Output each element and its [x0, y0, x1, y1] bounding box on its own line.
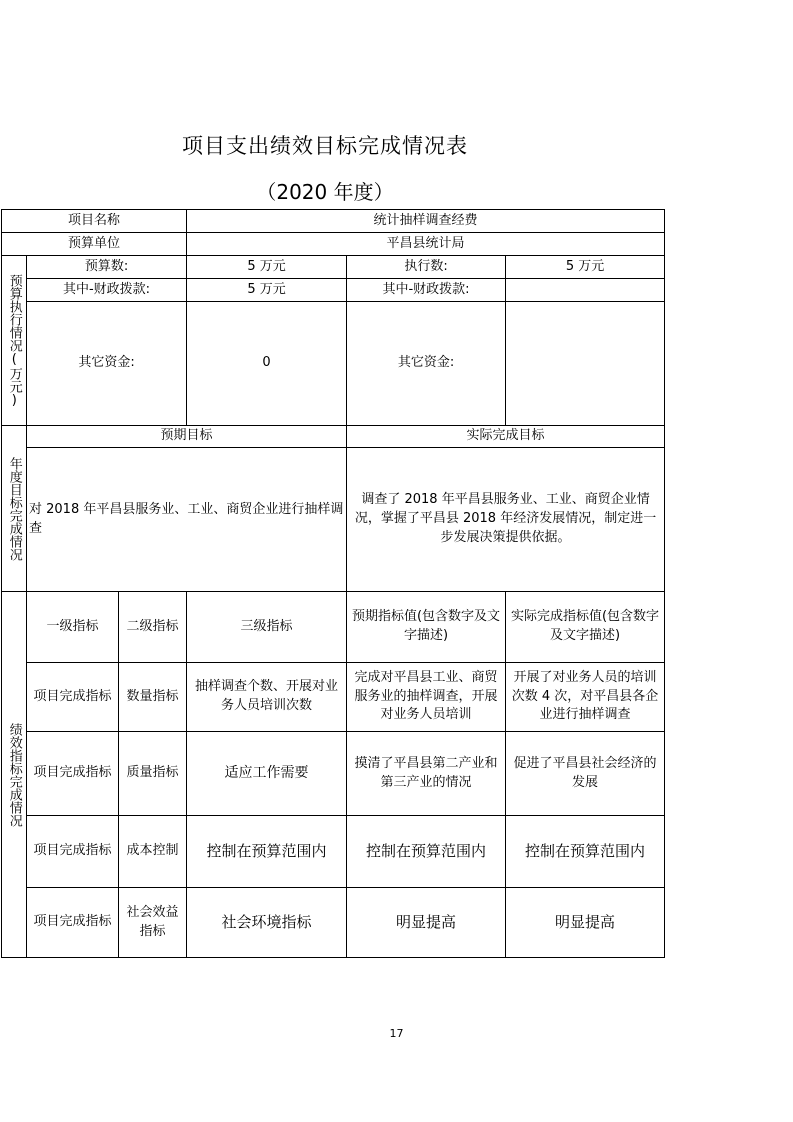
annual-side-label-cell — [2, 426, 27, 592]
level1-header: 一级指标 — [27, 592, 119, 663]
other-funds-value: 0 — [187, 302, 347, 426]
page-subtitle: （2020 年度） — [256, 180, 394, 204]
expected-goal-header: 预期目标 — [27, 426, 347, 448]
performance-table — [1, 209, 665, 958]
level2-cell: 社会效益指标 — [119, 888, 187, 958]
level3-cell: 适应工作需要 — [187, 732, 347, 816]
budget-unit-row — [2, 233, 665, 256]
actual-value-cell: 明显提高 — [506, 888, 665, 958]
performance-side-label-cell — [2, 592, 27, 958]
exec-value: 5 万元 — [506, 256, 665, 279]
page-number: 17 — [389, 1027, 404, 1040]
fiscal-row — [2, 279, 665, 302]
actual-value-cell: 开展了对业务人员的培训次数 4 次，对平昌县各企业进行抽样调查 — [506, 663, 665, 732]
actual-value-header: 实际完成指标值(包含数字及文字描述) — [506, 592, 665, 663]
budget-unit-label: 预算单位 — [2, 233, 187, 256]
indicator-header-row — [2, 592, 665, 663]
actual-value-cell: 控制在预算范围内 — [506, 816, 665, 888]
level2-cell: 成本控制 — [119, 816, 187, 888]
other-exec-value — [506, 302, 665, 426]
annual-header-row — [2, 426, 665, 448]
other-exec-label: 其它资金: — [347, 302, 506, 426]
budget-side-label-cell — [2, 256, 27, 426]
level3-cell: 抽样调查个数、开展对业务人员培训次数 — [187, 663, 347, 732]
level2-header: 二级指标 — [119, 592, 187, 663]
budget-side-label: 预算执行情况(万元) — [6, 273, 22, 408]
annual-side-label: 年度目标完成情况 — [6, 456, 22, 561]
level2-cell: 质量指标 — [119, 732, 187, 816]
expected-value-cell: 明显提高 — [347, 888, 506, 958]
project-name-value: 统计抽样调查经费 — [187, 210, 665, 233]
table-row — [2, 663, 665, 732]
level3-cell: 社会环境指标 — [187, 888, 347, 958]
fiscal-label: 其中-财政拨款: — [27, 279, 187, 302]
level1-cell: 项目完成指标 — [27, 663, 119, 732]
annual-content-row — [2, 448, 665, 592]
table-row — [2, 816, 665, 888]
fiscal-exec-label: 其中-财政拨款: — [347, 279, 506, 302]
project-name-row — [2, 210, 665, 233]
budget-label: 预算数: — [27, 256, 187, 279]
actual-goal-header: 实际完成目标 — [347, 426, 665, 448]
budget-value: 5 万元 — [187, 256, 347, 279]
exec-label: 执行数: — [347, 256, 506, 279]
level1-cell: 项目完成指标 — [27, 888, 119, 958]
expected-value-cell: 完成对平昌县工业、商贸服务业的抽样调查，开展对业务人员培训 — [347, 663, 506, 732]
other-funds-row — [2, 302, 665, 426]
expected-value-header: 预期指标值(包含数字及文字描述) — [347, 592, 506, 663]
budget-unit-value: 平昌县统计局 — [187, 233, 665, 256]
level1-cell: 项目完成指标 — [27, 816, 119, 888]
actual-goal-text: 调查了 2018 年平昌县服务业、工业、商贸企业情况，掌握了平昌县 2018 年经济发展情况，制定进一步发展决策提供依据。 — [347, 448, 665, 592]
page-title: 项目支出绩效目标完成情况表 — [182, 134, 468, 158]
level3-cell: 控制在预算范围内 — [187, 816, 347, 888]
level1-cell: 项目完成指标 — [27, 732, 119, 816]
expected-value-cell: 控制在预算范围内 — [347, 816, 506, 888]
fiscal-value: 5 万元 — [187, 279, 347, 302]
table-row — [2, 732, 665, 816]
other-funds-label: 其它资金: — [27, 302, 187, 426]
performance-side-label: 绩效指标完成情况 — [6, 722, 22, 827]
fiscal-exec-value — [506, 279, 665, 302]
expected-goal-text: 对 2018 年平昌县服务业、工业、商贸企业进行抽样调查 — [27, 448, 347, 592]
level2-cell: 数量指标 — [119, 663, 187, 732]
project-name-label: 项目名称 — [2, 210, 187, 233]
table-row — [2, 888, 665, 958]
expected-value-cell: 摸清了平昌县第二产业和第三产业的情况 — [347, 732, 506, 816]
budget-row — [2, 256, 665, 279]
actual-value-cell: 促进了平昌县社会经济的发展 — [506, 732, 665, 816]
level3-header: 三级指标 — [187, 592, 347, 663]
